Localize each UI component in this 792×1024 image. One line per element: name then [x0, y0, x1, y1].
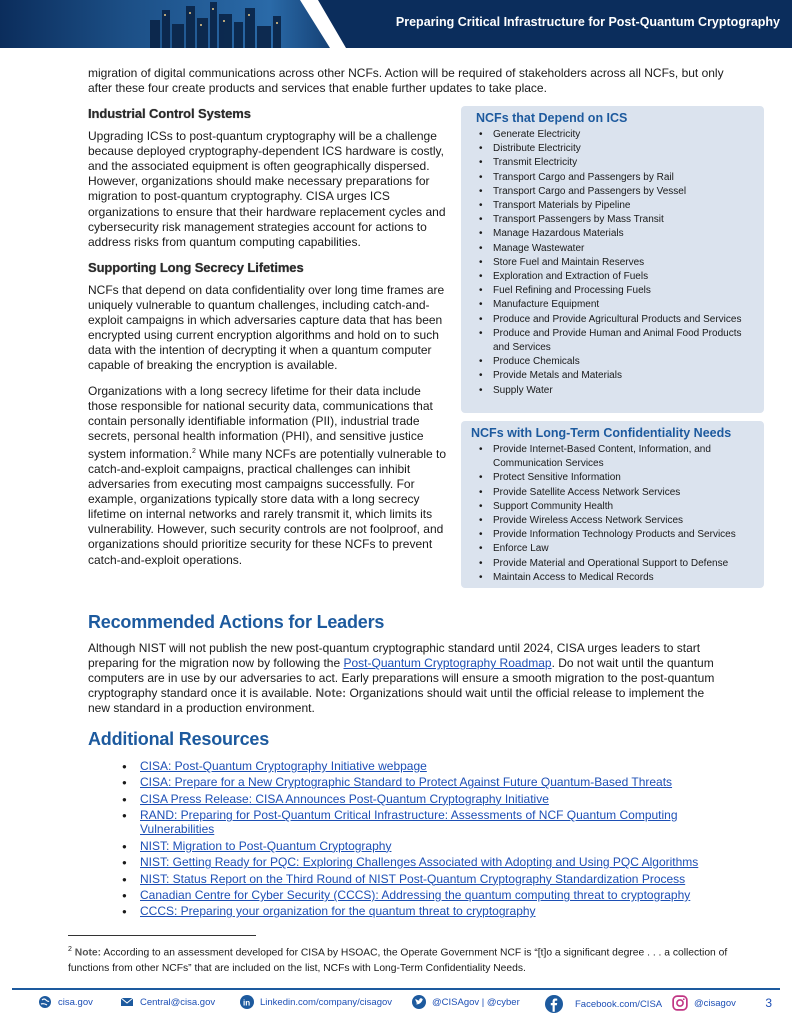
footer-website-text: cisa.gov [58, 996, 93, 1008]
intro-paragraph: migration of digital communications across other NCFs. Action will be required of stakeholders across all NCFs, but only after these four create products and services that enable further updates to take place. [88, 66, 724, 96]
sidebar-ics-list [476, 128, 752, 398]
resource-item [120, 872, 740, 886]
secrecy-paragraph-2 [88, 384, 452, 568]
resource-item [120, 759, 740, 773]
globe-icon [38, 995, 52, 1009]
city-skyline-banner-image [0, 0, 360, 48]
page-header [0, 0, 792, 48]
footnote-number: 2 [68, 946, 72, 953]
list-item: • Provide Satellite Access Network Services [471, 486, 758, 500]
list-item: • Transmit Electricity [476, 156, 752, 170]
resource-item [120, 808, 740, 836]
left-column [88, 106, 452, 576]
recommended-text-b: . Do not wait until the quantum computers are in use by our adversaries to act. Early preparations will ensure a smooth migration to the post-quantum cryptography standard once it is available. [88, 656, 715, 701]
footer-linkedin[interactable] [240, 995, 392, 1009]
footer-email-text: Central@cisa.gov [140, 996, 216, 1008]
list-item: • Manage Hazardous Materials [476, 227, 752, 241]
additional-resources-heading: Additional Resources [88, 729, 270, 749]
svg-text:in: in [243, 998, 251, 1008]
recommended-actions-paragraph [88, 641, 728, 716]
linkedin-icon [240, 995, 254, 1009]
secrecy-heading: Supporting Long Secrecy Lifetimes [88, 259, 304, 275]
list-item: • Distribute Electricity [476, 142, 752, 156]
list-item: • Transport Materials by Pipeline [476, 199, 752, 213]
resource-item [120, 904, 740, 918]
document-title: Preparing Critical Infrastructure for Post-Quantum Cryptography [395, 15, 780, 29]
list-item: • Provide Metals and Materials [476, 369, 752, 383]
recommended-text-a: Although NIST will not publish the new post-quantum cryptographic standard until 2024, CISA urges leaders to start preparing for the migration now by following the [88, 641, 701, 671]
footnote-divider [68, 935, 256, 936]
footer-website[interactable] [38, 995, 93, 1009]
list-item: • Fuel Refining and Processing Fuels [476, 284, 752, 298]
list-item: • Generate Electricity [476, 128, 752, 142]
list-item: • Exploration and Extraction of Fuels [476, 270, 752, 284]
footnote [68, 942, 728, 977]
footer-instagram[interactable] [672, 995, 736, 1011]
resource-link[interactable]: NIST: Migration to Post-Quantum Cryptography [140, 838, 392, 853]
facebook-icon [545, 995, 563, 1013]
page-footer [0, 995, 792, 1015]
resources-list [120, 759, 740, 921]
footer-twitter[interactable] [412, 995, 520, 1009]
list-item: • Produce Chemicals [476, 355, 752, 369]
resource-link[interactable]: NIST: Getting Ready for PQC: Exploring Challenges Associated with Adopting and Using PQC Algorithms [140, 855, 699, 870]
list-item: • Provide Internet-Based Content, Information, and Communication Services [471, 443, 758, 471]
envelope-icon [120, 995, 134, 1009]
footnote-text: According to an assessment developed for CISA by HSOAC, the Operate Government NCF is “[t]o a significant degree . . . a collection of functions from other NCFs” that are included on the list, NCFs with Long-Term Confidentiality Needs. [68, 947, 728, 975]
list-item: • Produce and Provide Agricultural Products and Services [476, 313, 752, 327]
resource-item [120, 839, 740, 853]
sidebar-ics-title: NCFs that Depend on ICS [476, 111, 628, 125]
resource-link[interactable]: Canadian Centre for Cyber Security (CCCS): Addressing the quantum computing threat to cryptography [140, 887, 691, 902]
list-item: • Manage Wastewater [476, 242, 752, 256]
list-item: • Transport Cargo and Passengers by Vessel [476, 185, 752, 199]
list-item: • Transport Passengers by Mass Transit [476, 213, 752, 227]
list-item: • Support Community Health [471, 500, 758, 514]
ics-paragraph: Upgrading ICSs to post-quantum cryptography will be a challenge because deployed cryptography-dependent ICS hardware is costly, and the associated equipment is often geographically dispersed. However, organizations should make necessary preparations for migration to post-quantum cryptography. CISA urges ICS organizations to ensure that their hardware replacement cycles and cybersecurity risk management strategies account for actions to address risks from quantum computing capabilities. [88, 129, 446, 249]
resource-item [120, 888, 740, 902]
list-item: • Transport Cargo and Passengers by Rail [476, 171, 752, 185]
resource-link[interactable]: CISA: Post-Quantum Cryptography Initiative webpage [140, 759, 427, 773]
footer-instagram-text: @cisagov [694, 997, 736, 1009]
resource-link[interactable]: CCCS: Preparing your organization for the quantum threat to cryptography [140, 904, 536, 919]
resource-link[interactable]: CISA: Prepare for a New Cryptographic Standard to Protect Against Future Quantum-Based Threats [140, 775, 673, 790]
sidebar-confidentiality-ncfs [461, 421, 764, 588]
instagram-icon [672, 995, 688, 1011]
recommended-actions-heading: Recommended Actions for Leaders [88, 612, 385, 632]
footnote-ref[interactable]: 2 [192, 447, 196, 455]
resource-link[interactable]: RAND: Preparing for Post-Quantum Critical Infrastructure: Assessments of NCF Quantum Computing Vulnerabilities [140, 808, 678, 837]
secrecy-paragraph-1: NCFs that depend on data confidentiality over long time frames are uniquely vulnerable to quantum challenges, including catch-and-exploit campaigns in which adversaries capture data that has been encrypted using current encryption algorithms and hold on to such data with the intention of decrypting it when a quantum computer capable of breaking the encryption is available. [88, 282, 445, 373]
list-item: • Provide Wireless Access Network Services [471, 514, 758, 528]
twitter-icon [412, 995, 426, 1009]
resource-item [120, 792, 740, 806]
list-item: • Manufacture Equipment [476, 298, 752, 312]
secrecy-paragraph-2-b: While many NCFs are potentially vulnerable to catch-and-exploit campaigns, practical challenges can inhibit adversaries from executing most campaigns successfully. For example, organizations typically store data with a long secrecy lifetime on internal networks and rarely transmit it, which limits its vulnerability. However, such security controls are not foolproof, and organizations should prioritize security for these NCFs to prevent catch-and-exploit operations. [88, 446, 447, 567]
list-item: • Produce and Provide Human and Animal Food Products and Services [476, 327, 752, 355]
footer-twitter-text: @CISAgov | @cyber [432, 996, 520, 1008]
list-item: • Provide Material and Operational Support to Defense [471, 557, 758, 571]
footer-email[interactable] [120, 995, 215, 1009]
footer-facebook[interactable] [545, 995, 662, 1013]
list-item: • Maintain Access to Medical Records [471, 571, 758, 585]
list-item: • Provide Information Technology Products and Services [471, 528, 758, 542]
sidebar-confidentiality-list [471, 443, 758, 585]
resource-item [120, 855, 740, 869]
pqc-roadmap-link[interactable]: Post-Quantum Cryptography Roadmap [343, 656, 552, 671]
secrecy-paragraph-2-a: Organizations with a long secrecy lifetime for their data include those responsible for national security data, communications that contain personally identifiable information (PII), industrial trade secrets, personal health information (PHI), and sensitive justice system information. [88, 383, 433, 461]
sidebar-ics-ncfs [461, 106, 764, 413]
list-item: • Store Fuel and Maintain Reserves [476, 256, 752, 270]
list-item: • Supply Water [476, 384, 752, 398]
note-label: Note: [315, 686, 347, 701]
page-number: 3 [765, 996, 772, 1010]
resource-item [120, 775, 740, 789]
recommended-text-c: Organizations should wait until the official release to implement the new standard in a production environment. [88, 686, 705, 716]
list-item: • Enforce Law [471, 542, 758, 556]
footer-facebook-text: Facebook.com/CISA [575, 998, 663, 1010]
ics-heading: Industrial Control Systems [88, 106, 251, 121]
footnote-note-label: Note: [74, 947, 102, 959]
sidebar-confidentiality-title: NCFs with Long-Term Confidentiality Needs [471, 426, 732, 440]
resource-link[interactable]: NIST: Status Report on the Third Round of NIST Post-Quantum Cryptography Standardization Process [140, 871, 686, 886]
footer-linkedin-text: Linkedin.com/company/cisagov [260, 996, 393, 1008]
list-item: • Protect Sensitive Information [471, 471, 758, 485]
footer-divider [12, 988, 780, 990]
resource-link[interactable]: CISA Press Release: CISA Announces Post-Quantum Cryptography Initiative [140, 791, 549, 806]
